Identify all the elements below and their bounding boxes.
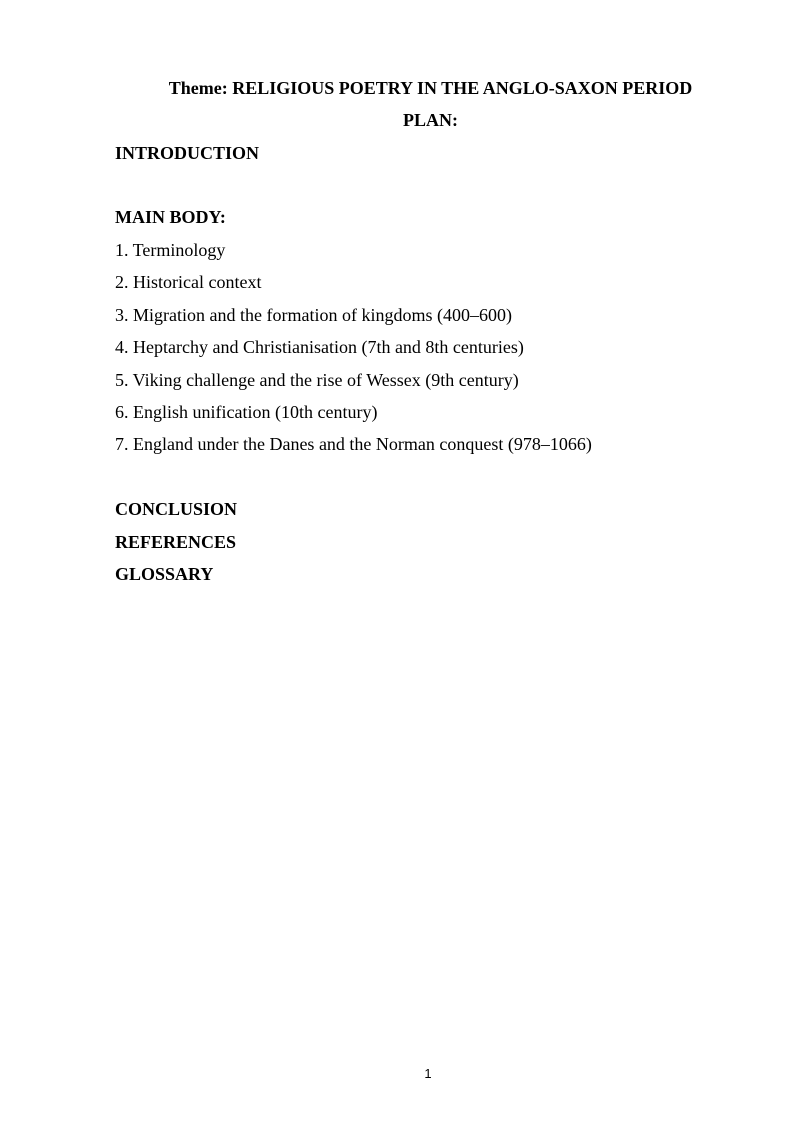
references-heading: REFERENCES (115, 532, 237, 552)
conclusion-heading: CONCLUSION (115, 499, 238, 519)
main-body-item-english-unification: 6. English unification (10th century) (115, 402, 378, 422)
document-theme-title: Theme: RELIGIOUS POETRY IN THE ANGLO-SAXON PERIOD (168, 78, 693, 98)
main-body-item-migration: 3. Migration and the formation of kingdoms (400–600) (115, 305, 512, 325)
main-body-item-viking-challenge: 5. Viking challenge and the rise of Wessex (9th century) (115, 370, 519, 390)
plan-heading: PLAN: (403, 110, 458, 130)
main-body-item-historical-context: 2. Historical context (115, 272, 262, 292)
glossary-heading: GLOSSARY (115, 564, 214, 584)
page-number: 1 (424, 1066, 432, 1081)
main-body-heading: MAIN BODY: (115, 207, 226, 227)
introduction-heading: INTRODUCTION (115, 143, 260, 163)
main-body-item-danes-norman-conquest: 7. England under the Danes and the Norman conquest (978–1066) (115, 434, 592, 454)
main-body-item-heptarchy: 4. Heptarchy and Christianisation (7th and 8th centuries) (115, 337, 524, 357)
main-body-item-terminology: 1. Terminology (115, 240, 226, 260)
